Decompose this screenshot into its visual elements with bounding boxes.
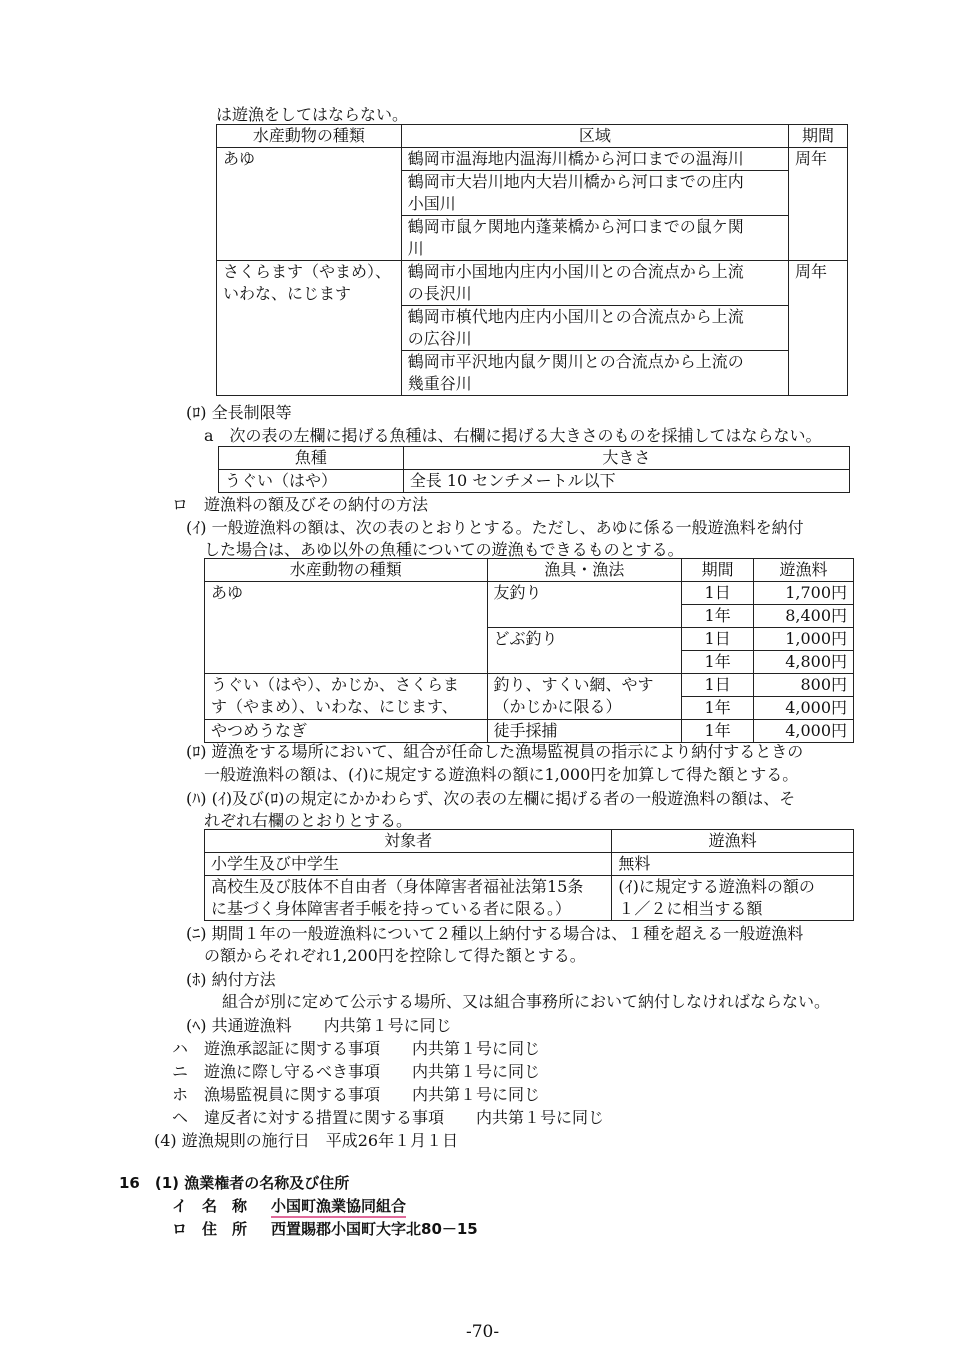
section-16-heading: 16 (1) 漁業権者の名称及び住所 (119, 1174, 350, 1192)
table-row (205, 582, 854, 605)
table-header-row (205, 559, 854, 582)
period-cell: 1日 (682, 674, 754, 697)
fee-cell: 8,400円 (754, 605, 854, 628)
fee-cell: 1,000円 (754, 628, 854, 651)
table-header-row (217, 125, 848, 148)
name-label: イ 名 称 (172, 1197, 248, 1215)
period-cell: 1日 (682, 628, 754, 651)
method-cell: 友釣り (487, 582, 682, 628)
header-species: 水産動物の種類 (217, 125, 402, 148)
table-row (219, 470, 850, 493)
target-cell: 小学生及び中学生 (205, 853, 612, 876)
fee-cell: 4,800円 (754, 651, 854, 674)
area-cell: 鶴岡市平沢地内鼠ケ関川との合流点から上流の 幾重谷川 (401, 351, 788, 396)
species-cell: さくらます（やまめ）、 いわな、にじます (217, 261, 402, 396)
fee-cell: 4,000円 (754, 697, 854, 720)
item-ni: ニ 遊漁に際し守るべき事項 内共第１号に同じ (172, 1062, 541, 1081)
fee-para-i-line2: した場合は、あゆ以外の魚種についての遊漁もできるものとする。 (204, 540, 684, 559)
intro-line: は遊漁をしてはならない。 (216, 105, 409, 124)
header-fish: 魚種 (219, 447, 404, 470)
method-cell: どぶ釣り (487, 628, 682, 674)
species-cell: あゆ (205, 582, 488, 674)
enforcement-date: (4) 遊漁規則の施行日 平成26年１月１日 (154, 1131, 459, 1150)
fee-cell: (ｲ)に規定する遊漁料の額の １／２に相当する額 (612, 876, 854, 921)
para-ni-line2: の額からそれぞれ1,200円を控除して得た額とする。 (204, 946, 586, 965)
period-cell: 周年 (789, 148, 848, 261)
period-cell: 1年 (682, 720, 754, 743)
area-cell: 鶴岡市槙代地内庄内小国川との合流点から上流 の広谷川 (401, 306, 788, 351)
target-cell: 高校生及び肢体不自由者（身体障害者福祉法第15条 に基づく身体障害者手帳を持っている者に限る。） (205, 876, 612, 921)
header-species: 水産動物の種類 (205, 559, 488, 582)
area-cell: 鶴岡市小国地内庄内小国川との合流点から上流 の長沢川 (401, 261, 788, 306)
page-number: -70- (466, 1322, 500, 1342)
table-row (205, 876, 854, 921)
fee-cell: 1,700円 (754, 582, 854, 605)
header-size: 大きさ (403, 447, 849, 470)
para-ha-line1: (ﾊ) (ｲ)及び(ﾛ)の規定にかかわらず、次の表の左欄に掲げる者の一般遊漁料の額は、そ (186, 789, 796, 808)
table-size-limit (218, 446, 850, 493)
header-fee: 遊漁料 (754, 559, 854, 582)
address-value: 西置賜郡小国町大字北80－15 (271, 1220, 478, 1238)
table-row (205, 674, 854, 697)
period-cell: 周年 (789, 261, 848, 396)
item-he: ヘ 違反者に対する措置に関する事項 内共第１号に同じ (172, 1108, 605, 1127)
table-fishing-fees (204, 558, 854, 743)
para-ni-line1: (ﾆ) 期間１年の一般遊漁料について２種以上納付する場合は、１種を超える一般遊漁料 (186, 924, 804, 943)
table-row (217, 261, 848, 306)
fish-cell: うぐい（はや） (219, 470, 404, 493)
table-row (205, 853, 854, 876)
table-header-row (219, 447, 850, 470)
table-row (205, 720, 854, 743)
species-cell: あゆ (217, 148, 402, 261)
table-row (217, 148, 848, 171)
fee-section-heading: ロ 遊漁料の額及びその納付の方法 (172, 495, 429, 514)
area-cell: 鶴岡市温海地内温海川橋から河口までの温海川 (401, 148, 788, 171)
period-cell: 1年 (682, 651, 754, 674)
fee-cell: 無料 (612, 853, 854, 876)
period-cell: 1日 (682, 582, 754, 605)
header-period: 期間 (682, 559, 754, 582)
period-cell: 1年 (682, 697, 754, 720)
para-he: (ﾍ) 共通遊漁料 内共第１号に同じ (186, 1016, 452, 1035)
length-limit-item-a: a 次の表の左欄に掲げる魚種は、右欄に掲げる大きさのものを採捕してはならない。 (204, 426, 822, 445)
method-cell: 徒手採捕 (487, 720, 682, 743)
header-method: 漁具・漁法 (487, 559, 682, 582)
header-target: 対象者 (205, 830, 612, 853)
para-ha-line2: れぞれ右欄のとおりとする。 (204, 811, 413, 830)
size-cell: 全長 10 センチメートル以下 (403, 470, 849, 493)
para-ro-line2: 一般遊漁料の額は、(ｲ)に規定する遊漁料の額に1,000円を加算して得た額とする。 (204, 765, 799, 784)
table-header-row (205, 830, 854, 853)
para-ro-line1: (ﾛ) 遊漁をする場所において、組合が任命した漁場監視員の指示により納付するときの (186, 742, 804, 761)
name-value: 小国町漁業協同組合 (271, 1195, 406, 1218)
area-cell: 鶴岡市鼠ケ関地内蓬莱橋から河口までの鼠ケ関 川 (401, 216, 788, 261)
item-ha: ハ 遊漁承認証に関する事項 内共第１号に同じ (172, 1039, 541, 1058)
para-ho-body: 組合が別に定めて公示する場所、又は組合事務所において納付しなければならない。 (222, 992, 831, 1011)
length-limit-heading: (ﾛ) 全長制限等 (186, 403, 292, 422)
fee-para-i-line1: (ｲ) 一般遊漁料の額は、次の表のとおりとする。ただし、あゆに係る一般遊漁料を納付 (186, 518, 804, 537)
item-ho: ホ 漁場監視員に関する事項 内共第１号に同じ (172, 1085, 541, 1104)
table-fishing-prohibited-areas (216, 124, 848, 396)
fee-cell: 800円 (754, 674, 854, 697)
header-period: 期間 (789, 125, 848, 148)
period-cell: 1年 (682, 605, 754, 628)
address-label: ロ 住 所 (172, 1220, 248, 1238)
species-cell: やつめうなぎ (205, 720, 488, 743)
para-ho-heading: (ﾎ) 納付方法 (186, 970, 276, 989)
method-cell: 釣り、すくい網、やす （かじかに限る） (487, 674, 682, 720)
area-cell: 鶴岡市大岩川地内大岩川橋から河口までの庄内 小国川 (401, 171, 788, 216)
table-fee-exemptions (204, 829, 854, 921)
header-fee: 遊漁料 (612, 830, 854, 853)
species-cell: うぐい（はや）、かじか、さくらま す（やまめ）、いわな、にじます、 (205, 674, 488, 720)
header-area: 区域 (401, 125, 788, 148)
fee-cell: 4,000円 (754, 720, 854, 743)
